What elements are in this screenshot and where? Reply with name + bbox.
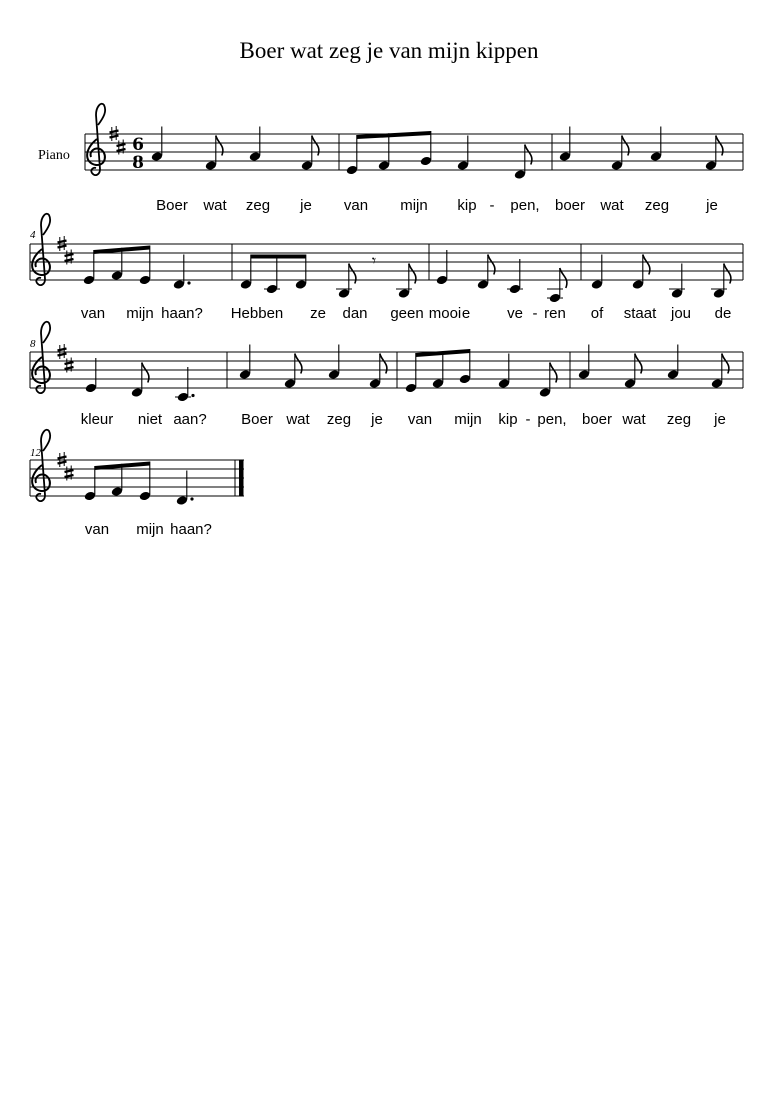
lyric-syllable: je: [300, 197, 312, 214]
note: [301, 136, 319, 171]
note: [669, 264, 685, 299]
note: [83, 250, 96, 285]
staff-lines: [85, 134, 743, 170]
note: [711, 264, 731, 299]
augmentation-dot: [187, 281, 190, 284]
note: [514, 145, 532, 180]
note: [176, 471, 194, 506]
instrument-label: Piano: [38, 148, 70, 163]
lyric-syllable: mijn: [126, 305, 154, 322]
lyric-syllable: zeg: [326, 411, 352, 428]
note-group: [151, 127, 723, 180]
measure-number: 8: [30, 338, 36, 350]
note: [175, 367, 195, 402]
note: [611, 136, 629, 171]
note: [420, 131, 433, 166]
lyric-syllable: jou: [670, 305, 692, 322]
note: [632, 255, 650, 290]
treble-clef-icon: [32, 322, 50, 393]
note: [151, 127, 164, 162]
time-signature-top: 6: [132, 135, 144, 155]
lyric-syllable: van: [80, 305, 106, 322]
treble-clef-icon: [32, 214, 50, 285]
lyric-syllable: mijn: [400, 197, 428, 214]
note: [328, 345, 341, 380]
measure-number: 12: [30, 447, 41, 459]
note: [239, 345, 252, 380]
lyric-syllable: boer: [581, 411, 613, 428]
note: [396, 264, 416, 299]
note: [477, 255, 495, 290]
lyric-syllable: pen,: [537, 411, 567, 428]
note: [405, 353, 418, 393]
lyric-syllable: dan: [342, 305, 368, 322]
lyric-syllable: van: [407, 411, 433, 428]
note: [264, 255, 280, 295]
note: [457, 136, 470, 171]
eighth-rest-icon: 𝄾: [371, 251, 377, 270]
note: [139, 462, 152, 502]
final-barline-thick: [239, 460, 244, 496]
lyric-syllable: -: [525, 411, 531, 428]
note: [559, 127, 572, 162]
lyric-syllable: wat: [600, 197, 624, 214]
lyric-syllable: wat: [622, 411, 646, 428]
lyrics-line: [81, 411, 726, 428]
lyric-syllable: boer: [554, 197, 586, 214]
lyrics-line: [81, 305, 731, 322]
lyric-syllable: pen,: [510, 197, 540, 214]
lyric-syllable: ren: [544, 305, 566, 322]
lyric-syllable: geen: [390, 305, 424, 322]
note: [650, 127, 663, 162]
lyric-syllable: je: [714, 411, 726, 428]
note: [507, 259, 523, 294]
note: [459, 349, 472, 384]
measure-number: 4: [30, 229, 36, 241]
note: [85, 358, 98, 393]
lyric-syllable: kip: [457, 197, 477, 214]
lyric-syllable: wat: [203, 197, 227, 214]
beam: [251, 255, 306, 259]
lyric-syllable: Boer: [156, 197, 188, 214]
system-4: [30, 430, 244, 538]
lyric-syllable: ze: [310, 305, 326, 322]
lyric-syllable: mijn: [136, 521, 164, 538]
lyric-syllable: haan?: [170, 521, 212, 538]
note: [131, 363, 149, 398]
lyric-syllable: van: [343, 197, 369, 214]
system-1: [38, 104, 743, 214]
note: [369, 354, 387, 389]
lyrics-line: [156, 197, 718, 214]
note: [205, 136, 223, 171]
lyric-syllable: ve: [507, 305, 523, 322]
note: [705, 136, 723, 171]
beam: [357, 131, 431, 139]
lyric-syllable: staat: [623, 305, 657, 322]
note: [624, 354, 642, 389]
treble-clef-icon: [32, 430, 50, 501]
lyric-syllable: haan?: [161, 305, 203, 322]
lyric-syllable: kip: [498, 411, 518, 428]
note: [336, 264, 356, 299]
lyric-syllable: -: [532, 305, 538, 322]
system-3: [30, 322, 743, 428]
lyric-syllable: van: [84, 521, 110, 538]
lyric-syllable: zeg: [666, 411, 692, 428]
score-title: Boer wat zeg je van mijn kippen: [239, 38, 539, 63]
lyric-syllable: je: [706, 197, 718, 214]
note: [139, 246, 152, 286]
lyric-syllable: niet: [137, 411, 163, 428]
treble-clef-icon: [87, 104, 105, 175]
system-2: [30, 214, 743, 322]
lyric-syllable: Boer: [241, 411, 273, 428]
lyric-syllable: Hebben: [230, 305, 284, 322]
note: [711, 354, 729, 389]
lyric-syllable: mijn: [454, 411, 482, 428]
note: [436, 250, 449, 285]
note: [346, 135, 359, 175]
lyric-syllable: wat: [286, 411, 310, 428]
time-signature-bottom: 8: [132, 153, 144, 173]
note-group: [84, 462, 194, 506]
note: [84, 466, 97, 501]
note: [578, 345, 591, 380]
lyric-syllable: e: [461, 305, 471, 322]
note: [591, 255, 604, 290]
lyric-syllable: zeg: [245, 197, 271, 214]
lyric-syllable: de: [714, 305, 732, 322]
note: [240, 255, 253, 290]
note: [284, 354, 302, 389]
lyric-syllable: zeg: [644, 197, 670, 214]
note: [249, 127, 262, 162]
note: [498, 354, 511, 389]
note: [547, 268, 567, 303]
lyric-syllable: je: [371, 411, 383, 428]
note-group: [83, 246, 731, 304]
lyric-syllable: aan?: [173, 411, 207, 428]
lyric-syllable: of: [590, 305, 604, 322]
augmentation-dot: [191, 394, 194, 397]
lyric-syllable: -: [489, 197, 495, 214]
note-group: [85, 345, 729, 403]
lyric-syllable: mooi: [428, 305, 462, 322]
note: [295, 255, 308, 290]
augmentation-dot: [190, 497, 193, 500]
note: [667, 345, 680, 380]
lyric-syllable: kleur: [80, 411, 114, 428]
note: [173, 255, 191, 290]
lyrics-line: [85, 521, 212, 538]
note: [539, 363, 557, 398]
